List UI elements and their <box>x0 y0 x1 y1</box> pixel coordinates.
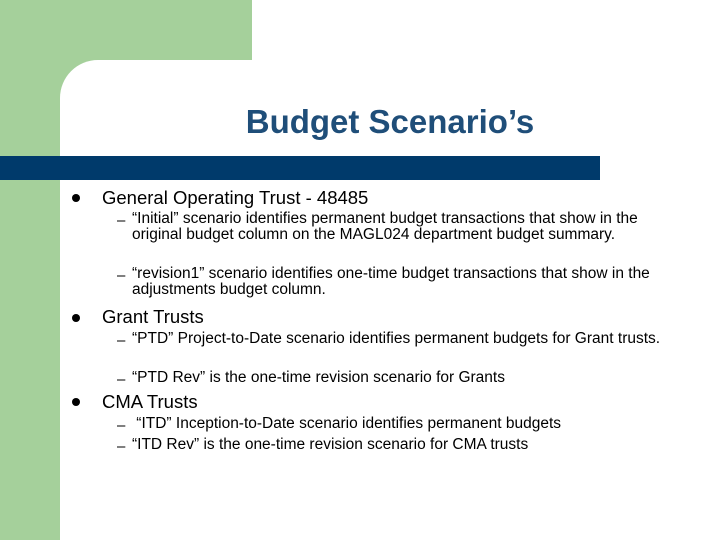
sub-bullet-revision1-scenario: “revision1” scenario identifies one-time budget transactions that show in the adjustments budget column. <box>132 265 650 299</box>
slide-title: Budget Scenario’s <box>245 103 535 140</box>
bullet-cma-trusts: CMA Trusts <box>102 391 198 412</box>
bullet-general-operating-trust: General Operating Trust - 48485 <box>102 187 369 208</box>
bullet-dot-icon <box>72 398 80 406</box>
dash-icon: – <box>117 438 126 455</box>
bullet-grant-trusts: Grant Trusts <box>102 306 204 327</box>
dash-icon: – <box>117 212 126 229</box>
dash-icon: – <box>117 267 126 284</box>
sub-bullet-itd-rev: “ITD Rev” is the one-time revision scenario for CMA trusts <box>132 436 529 453</box>
sub-bullet-ptd-rev: “PTD Rev” is the one-time revision scenario for Grants <box>132 369 505 386</box>
sub-bullet-ptd-scenario: “PTD” Project-to-Date scenario identifies permanent budgets for Grant trusts. <box>132 330 661 347</box>
sub-bullet-initial-scenario: “Initial” scenario identifies permanent budget transactions that show in the original budget column on the MAGL024 department budget summary. <box>132 210 638 244</box>
dash-icon: – <box>117 371 126 388</box>
bullet-dot-icon <box>72 194 80 202</box>
dash-icon: – <box>117 417 126 434</box>
dash-icon: – <box>117 332 126 349</box>
bullet-dot-icon <box>72 314 80 322</box>
sub-bullet-itd-scenario: “ITD” Inception-to-Date scenario identifies permanent budgets <box>132 415 562 432</box>
